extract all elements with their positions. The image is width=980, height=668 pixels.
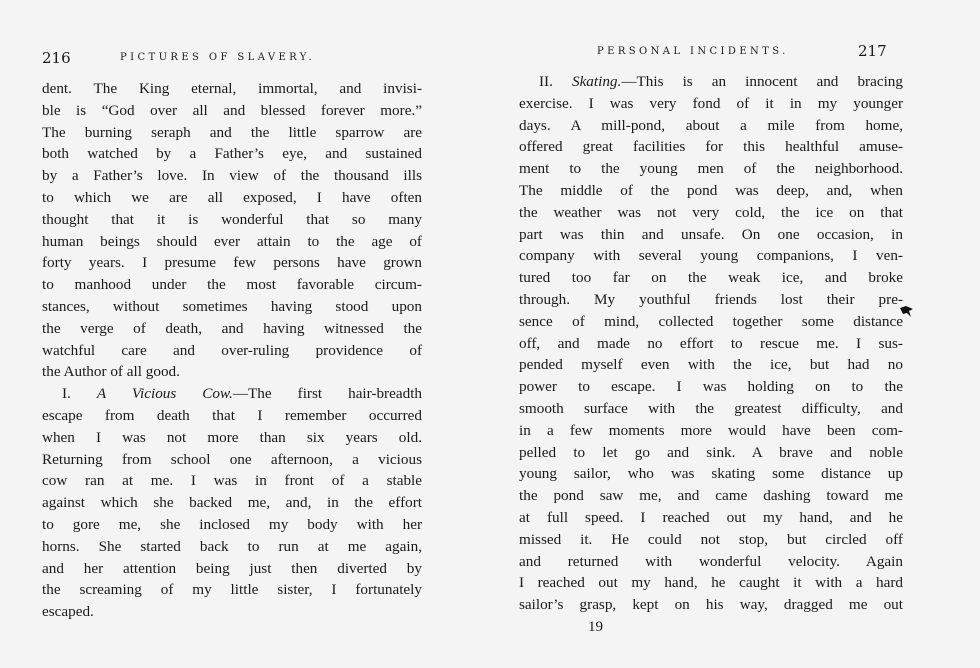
text-line: against which she backed me, and, in the effort [42,494,422,512]
text-line: the weather was not very cold, the ice on that [519,203,903,221]
text-line: sence of mind, collected together some distance [519,312,903,330]
text-line: company with several young companions, I ven- [519,247,903,265]
section-number: II. [539,73,572,90]
text-line: off, and made no effort to rescue me. I sus- [519,334,903,352]
text-line: when I was not more than six years old. [42,428,422,446]
text-line: dent. The King eternal, immortal, and invisi- [42,80,422,97]
text-line: The burning seraph and the little sparrow are [42,123,422,141]
text-line: ble is “God over all and blessed forever more.” [42,101,422,119]
text-line: pelled to let go and sink. A brave and noble [519,443,903,461]
text-line: the verge of death, and having witnessed the [42,319,422,337]
text-line: smooth surface with the greatest difficulty, and [519,399,903,417]
text-line: to manhood under the most favorable circum- [42,276,422,294]
text-line: through. My youthful friends lost their pre- [519,290,903,308]
text-line: pended myself even with the ice, but had no [519,356,903,374]
text-line: offered great facilities for this healthful amuse- [519,138,903,156]
text-line: tured too far on the weak ice, and broke [519,269,903,287]
right-page-body [519,71,903,616]
signature-mark: 19 [588,619,603,635]
text-line: to which we are all exposed, I have often [42,188,422,206]
text-line: Returning from school one afternoon, a vicious [42,450,422,468]
text-line: the Author of all good. [42,363,180,381]
text-line: watchful care and over-ruling providence of [42,341,422,359]
text-line: stances, without sometimes having stood upon [42,297,422,315]
text-line: young sailor, who was skating some distance up [519,465,903,483]
text-line: exercise. I was very fond of it in my younger [519,94,903,112]
text-line: ment to the young men of the neighborhood. [519,160,903,178]
page-number-left: 216 [42,49,71,67]
text-line: in a few moments more would have been com- [519,421,903,439]
text-line: to gore me, she inclosed my body with her [42,515,422,533]
line-text: —The first hair-breadth [232,385,423,403]
text-line: cow ran at me. I was in front of a stable [42,472,422,490]
text-line [519,71,903,93]
page-number-right: 217 [858,42,887,60]
text-line: and returned with wonderful velocity. Again [519,552,903,570]
text-line: at full speed. I reached out my hand, and he [519,508,903,526]
text-line: horns. She started back to run at me again, [42,537,422,555]
text-line: and her attention being just then diverted by [42,559,422,577]
text-line: The middle of the pond was deep, and, when [519,181,903,199]
text-line: thought that it is wonderful that so many [42,210,422,228]
section-title: Skating. [571,73,622,90]
running-head-right: PERSONAL INCIDENTS. [597,46,789,57]
section-number: I. [62,385,97,403]
text-line: the pond saw me, and came dashing toward me [519,487,903,505]
left-page-body [42,78,422,623]
text-line: forty years. I presume few persons have grown [42,254,422,272]
text-line: escape from death that I remember occurred [42,406,422,424]
text-line: missed it. He could not stop, but circled off [519,530,903,548]
text-line: escaped. [42,603,94,621]
running-head-left: PICTURES OF SLAVERY. [120,52,316,63]
text-line: power to escape. I was holding on to the [519,378,903,396]
text-line [42,383,422,405]
text-line: the screaming of my little sister, I fortunately [42,581,422,599]
line-text: —This is an innocent and bracing [621,73,903,90]
text-line: sailor’s grasp, kept on his way, dragged me out [519,596,903,614]
text-line: both watched by a Father’s eye, and sustained [42,145,422,163]
text-line: part was thin and unsafe. On one occasion, in [519,225,903,243]
text-line: human beings should ever attain to the age of [42,232,422,250]
ink-blot-mark [900,306,914,318]
text-line: by a Father’s love. In view of the thousand ills [42,167,422,185]
text-line: I reached out my hand, he caught it with a hard [519,574,903,592]
text-line: days. A mill-pond, about a mile from home, [519,116,903,134]
section-title: A Vicious Cow. [96,385,233,403]
